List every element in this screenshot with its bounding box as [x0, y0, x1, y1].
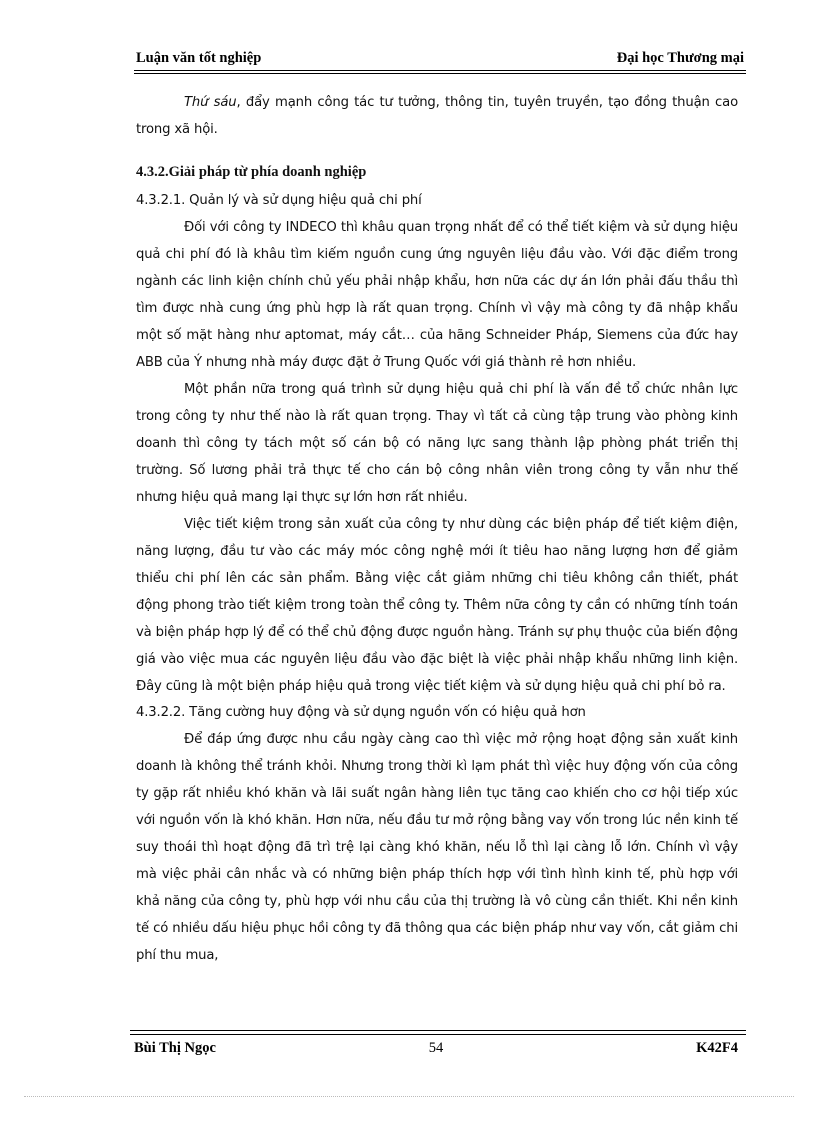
page-footer: [134, 1040, 738, 1062]
header-rule-thick: [134, 70, 746, 71]
paragraph-cost-saving: Việc tiết kiệm trong sản xuất của công ty như dùng các biện pháp để tiết kiệm điện, năng lượng, đầu tư vào các máy móc công nghệ mới ít tiêu hao năng lượng hơn để giảm thiểu chi phí lên các sản phẩm. Bằng việc cắt giảm những chi tiêu không cần thiết, phát động phong trào tiết kiệm trong toàn thể công ty. Thêm nữa công ty cần có những tính toán và biện pháp hợp lý để có thể chủ động được nguồn hàng. Tránh sự phụ thuộc của biến động giá vào việc mua các nguyên liệu đầu vào đặc biệt là việc phải nhập khẩu những linh kiện. Đây cũng là một biện pháp hiệu quả trong việc tiết kiệm và sử dụng hiệu quả chi phí bỏ ra.: [136, 517, 738, 694]
footer-rule-thick: [130, 1034, 746, 1035]
paragraph-cost-staffing: Một phần nữa trong quá trình sử dụng hiệu quả chi phí là vấn đề tổ chức nhân lực trong công ty như thế nào là rất quan trọng. Thay vì tất cả cùng tập trung vào phòng kinh doanh thì công ty tách một số cán bộ có năng lực sang thành lập phòng phát triển thị trường. Số lương phải trả thực tế cho cán bộ công nhân viên trong công ty vẫn như thế nhưng hiệu quả mang lại thực sự lớn hơn rất nhiều.: [136, 382, 738, 505]
paragraph-thu-sau: [136, 89, 738, 143]
footer-page-number: 54: [428, 1040, 444, 1056]
page-bottom-divider: [24, 1096, 794, 1097]
paragraph-lead-emphasis: Thứ sáu: [184, 95, 237, 110]
subsection-heading-1: 4.3.2.1. Quản lý và sử dụng hiệu quả chi phí: [136, 193, 422, 208]
paragraph-cost-sourcing: Đối với công ty INDECO thì khâu quan trọng nhất để có thể tiết kiệm và sử dụng hiệu quả chi phí đó là khâu tìm kiếm nguồn cung ứng nguyên liệu đầu vào. Với đặc điểm trong ngành các linh kiện chính chủ yếu phải nhập khẩu, hơn nữa các dự án lớn phải đấu thầu thì tìm được nhà cung ứng phù hợp là rất quan trọng. Chính vì vậy mà công ty đã nhập khẩu một số mặt hàng như aptomat, máy cắt… của hãng Schneider Pháp, Siemens của đức hay ABB của Ý nhưng nhà máy được đặt ở Trung Quốc với giá thành rẻ hơn nhiều.: [136, 220, 738, 370]
header-thesis-label: Luận văn tốt nghiệp: [136, 50, 262, 66]
document-body: [136, 89, 738, 969]
footer-class-code: K42F4: [696, 1040, 738, 1056]
subsection-heading-2: 4.3.2.2. Tăng cường huy động và sử dụng nguồn vốn có hiệu quả hơn: [136, 705, 586, 720]
section-heading: 4.3.2.Giải pháp từ phía doanh nghiệp: [136, 164, 367, 180]
header-rule-thin: [134, 73, 746, 74]
paragraph-text: , đẩy mạnh công tác tư tưởng, thông tin, tuyên truyền, tạo đồng thuận cao trong xã hội.: [136, 95, 738, 137]
header-university: Đại học Thương mại: [616, 50, 744, 66]
footer-author: Bùi Thị Ngọc: [134, 1040, 216, 1056]
page-header: [134, 48, 744, 70]
paragraph-capital: Để đáp ứng được nhu cầu ngày càng cao thì việc mở rộng hoạt động sản xuất kinh doanh là không thể tránh khỏi. Nhưng trong thời kì lạm phát thì việc huy động vốn của công ty gặp rất nhiều khó khăn và lãi suất ngân hàng liên tục tăng cao khiến cho cơ hội tiếp xúc với nguồn vốn là khó khăn. Hơn nữa, nếu đầu tư mở rộng bằng vay vốn trong lúc nền kinh tế suy thoái thì hoạt động đã trì trệ lại càng khó khăn, nếu lỗ thì lại càng lỗ lớn. Chính vì vậy mà việc phải cân nhắc và có những biện pháp thích hợp với tình hình kinh tế, phù hợp với khả năng của công ty, phù hợp với nhu cầu của thị trường là vô cùng cần thiết. Khi nền kinh tế có nhiều dấu hiệu phục hồi công ty đã thông qua các biện pháp như vay vốn, cắt giảm chi phí thu mua,: [136, 732, 738, 963]
footer-rule-thin: [130, 1030, 746, 1031]
